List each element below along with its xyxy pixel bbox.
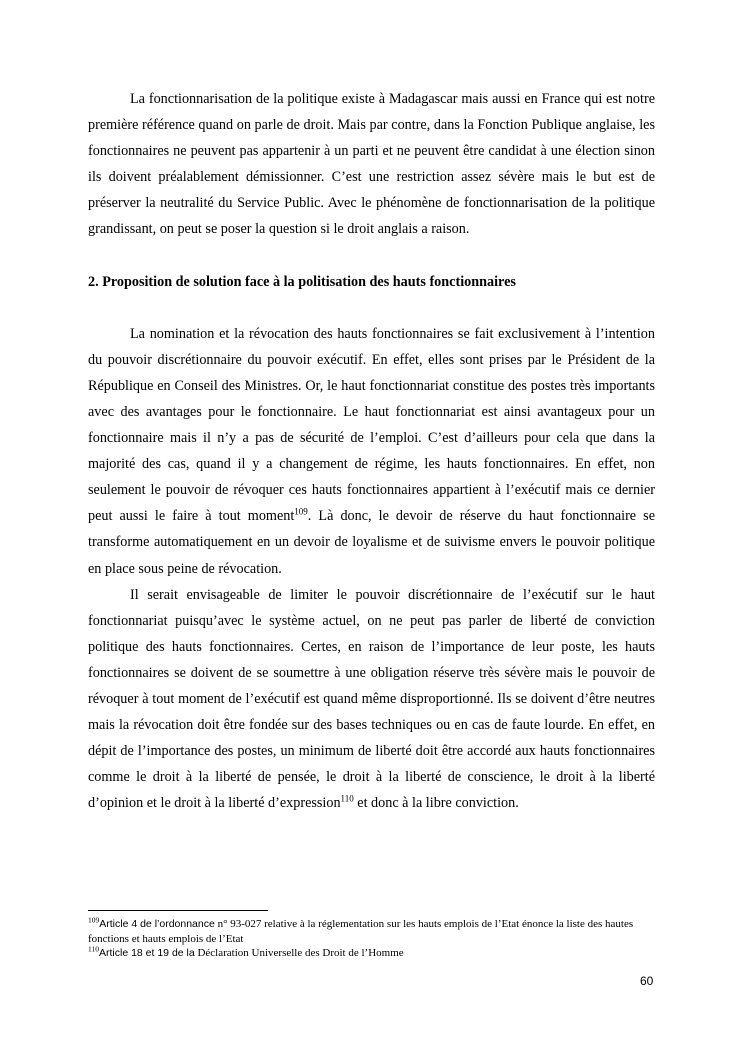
footnote-110 xyxy=(88,946,655,961)
section-heading: 2. Proposition de solution face à la politisation des hauts fonctionnaires xyxy=(88,273,516,290)
footnote-text: Déclaration Universelle des Droit de l’Homme xyxy=(194,947,404,959)
footnote-lead: Article 4 de l’ordonnance xyxy=(99,918,215,930)
footnote-number: 110 xyxy=(88,944,99,954)
paragraph-1: La fonctionnarisation de la politique existe à Madagascar mais aussi en France qui est notre première référence quand on parle de droit. Mais par contre, dans la Fonction Publique anglaise, les fonctionnaires ne peuvent pas appartenir à un parti et ne peuvent être candidat à une élection sinon ils doivent préalablement démissionner. C’est une restriction assez sévère mais le but est de préserver la neutralité du Service Public. Avec le phénomène de fonctionnarisation de la politique grandissant, on peut se poser la question si le droit anglais a raison. xyxy=(88,91,655,238)
paragraph-3 xyxy=(88,582,655,817)
footnote-109 xyxy=(88,917,655,946)
spacer xyxy=(88,243,655,269)
footnote-ref-109[interactable]: 109 xyxy=(294,506,308,517)
paragraph-2 xyxy=(88,321,655,582)
footnote-ref-110[interactable]: 110 xyxy=(340,793,354,804)
document-body xyxy=(88,86,655,816)
paragraph-3-text: Il serait envisageable de limiter le pouvoir discrétionnaire de l’exécutif sur le haut fonctionnariat puisqu’avec le système actuel, on ne peut pas parler de liberté de conviction politique des hauts fonctionnaires. Certes, en raison de l’importance de leur poste, les hauts fonctionnaires se doivent de se soumettre à une obligation réserve très sévère mais le pouvoir de révoquer à tout moment de l’exécutif est quand même disproportionné. Ils se doivent d’être neutres mais la révocation doit être fondée sur des bases techniques ou en cas de faute lourde. En effet, en dépit de l’importance des postes, un minimum de liberté doit être accordé aux hauts fonctionnaires comme le droit à la liberté de pensée, le droit à la liberté de conscience, le droit à la liberté d’opinion et le droit à la liberté d’expression xyxy=(88,586,655,812)
footnotes xyxy=(88,910,655,961)
footnote-separator xyxy=(88,910,268,911)
footnote-lead: Article 18 et 19 de la xyxy=(98,947,195,959)
spacer xyxy=(88,295,655,321)
paragraph-2-text-cont: . Là donc, le devoir de réserve du haut fonctionnaire se transforme automatiquement en un devoir de loyalisme et de suivisme envers le pouvoir politique en place sous peine de révocation. xyxy=(88,508,655,577)
page-number: 60 xyxy=(640,974,654,988)
paragraph-3-text-cont: et donc à la libre conviction. xyxy=(353,795,519,812)
footnote-text: n° 93-027 relative à la réglementation sur les hauts emplois de l’Etat énonce la liste des hautes fonctions et hauts emplois de l’Etat xyxy=(88,918,634,945)
paragraph-2-text: La nomination et la révocation des hauts fonctionnaires se fait exclusivement à l’intention du pouvoir discrétionnaire du pouvoir exécutif. En effet, elles sont prises par le Président de la République en Conseil des Ministres. Or, le haut fonctionnariat constitue des postes très importants avec des avantages pour le fonctionnaire. Le haut fonctionnariat est ainsi avantageux pour un fonctionnaire mais il n’y a pas de sécurité de l’emploi. C’est d’ailleurs pour cela que dans la majorité des cas, quand il y a changement de régime, les hauts fonctionnaires. En effet, non seulement le pouvoir de révoquer ces hauts fonctionnaires appartient à l’exécutif mais ce dernier peut aussi le faire à tout moment xyxy=(88,325,655,525)
footnote-number: 109 xyxy=(88,915,100,925)
